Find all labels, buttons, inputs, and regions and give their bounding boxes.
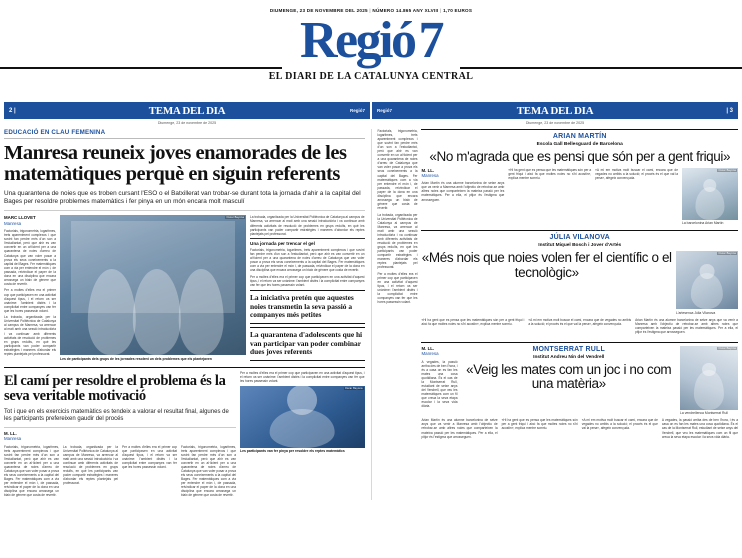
column-4-text xyxy=(250,215,365,235)
interview-2-school: Institut Miquel Bosch i Jover d'Artés xyxy=(538,243,622,249)
page-gutter xyxy=(371,129,372,500)
iv3-byline-city: Manresa xyxy=(421,351,439,357)
p3-co-p3: Per a moltes d'elles era el primer cop que participaven en una activitat d'aquest tipus, i el retorn va ser unànime: l'ambient distès i la complicitat entre companyes van fer que les hores passessin volant. xyxy=(377,271,418,305)
iv3-col-4 xyxy=(662,418,738,441)
iv3-byline-name: M. LL. xyxy=(421,345,435,351)
main-photo-caption xyxy=(60,355,246,361)
iv2-p3: Arian Martín és una alumne barcelonina de setze anys que va venir a Manresa amb l'objectiu de retrobar-se amb altres noies que comparteixen la mateixa passió per les matemàtiques. Per a ella, el pitjor és l'estigma que arrosseguen. xyxy=(635,317,738,335)
iv1-p2: «Hi ha gent que es pensa que les matemàtiques són per a gent friqui i això fa que moltes noies no s'hi acostin», explica mentre somriu. xyxy=(508,167,592,180)
photo-credit: Oscar Bayona xyxy=(226,216,244,220)
b-p3: Per a moltes d'elles era el primer cop que participaven en una activitat d'aquest tipus, i el retorn va ser unànime: l'ambient distès i la complicitat entre companyes van fer que les hores passessin volant. xyxy=(122,444,177,470)
iv3-p0: A vegades, la passió arriba des de ben l'hora, i és a casa on es fan les mates una cosa quotidiana. És el cas de la Montserrat Rull, estudiant de setze anys del Vendrell, que veu les matemàtiques com un fil que creua la seva etapa escolar i la seva vida diària. xyxy=(421,359,458,409)
secondary-byline-city: Manresa xyxy=(4,436,22,442)
year-label: ANY xyxy=(412,8,424,13)
iv1-byline xyxy=(421,168,504,179)
p3-co-p2: La trobada, organitzada per la Universitat Politècnica de Catalunya al campus de Manresa, va arrencar al matí amb una sessió introductòria i va continuar amb diferents activitats de resolució de problemes en grups reduïts, en què les participants van poder compartir estratègies i maneres d'abordar els reptes plantejats pel professorat. xyxy=(377,212,418,270)
interview-2-row xyxy=(421,251,738,315)
interview-1 xyxy=(421,129,738,225)
masthead-rule-right xyxy=(460,67,742,69)
page-number-left: 2 | xyxy=(9,107,16,114)
crosshead: Una jornada per trencar el gel xyxy=(250,238,365,246)
iv1-p3: «A mi em motiva molt buscar el camí, encara que de vegades no arribis a la solució; el procés és el que val la pena», afegeix convençuda. xyxy=(595,167,678,180)
lead-paragraph-2: Per a moltes d'elles era el primer cop que participaven en una activitat d'aquest tipus, i el retorn va ser unànime: l'ambient distès i la complicitat entre companyes van fer que les hores passessin volant. xyxy=(4,288,56,313)
interview-1-quote: «No m'agrada que es pensi que són per a gent friqui» xyxy=(429,149,731,164)
bottom-story-main xyxy=(4,371,236,500)
interview-1-photo xyxy=(682,168,738,220)
tagline: EL DIARI DE LA CATALUNYA CENTRAL xyxy=(0,71,742,82)
bottom-photo-caption-text: Les participants van fer pinya per resoldre els reptes matemàtics xyxy=(240,449,345,454)
iv1-p1: Arian Martín és una alumne barcelonina de setze anys que va venir a Manresa amb l'objectiu de retrobar-se amb altres noies que comparteixen la mateixa passió per les matemàtiques. Per a ella, el pitjor és l'estigma que arrosseguen. xyxy=(421,181,505,202)
secondary-byline-name: M. LL. xyxy=(4,431,17,436)
column-lead xyxy=(4,215,56,363)
bottom-side-text xyxy=(240,371,365,383)
b-p1: Factorials, trigonometria, logaritmes, trets aparentment complexos i que sovint fan perdre més d'un son a l'estudiantat, però que ahir es van convertir en un al·licient per a una quarantena de noies d'arreu de Catalunya que van voler posar a prova els seus coneixements a la capital del Bages. Fer matemàtiques com a via per entendre el món i, de passada, reivindicar el paper de la dona en una disciplina que encara arrossega un biaix de gènere que costa de revertir. xyxy=(4,444,59,498)
lead-paragraph: Factorials, trigonometria, logaritmes, trets aparentment complexos i que sovint fan perdre més d'un son a l'estudiantat, però que ahir es van convertir en un al·licient per a una quarantena de noies d'arreu de Catalunya que van voler posar a prova els seus coneixements a la capital del Bages. Fer matemàtiques com a via per entendre el món i, de passada, reivindicar el paper de la dona en una disciplina que encara arrossega un biaix de gènere que costa de revertir. xyxy=(4,229,56,286)
iv1-photo-block xyxy=(682,168,738,226)
iv1-photo-credit: Oscar Bayona xyxy=(718,168,736,172)
section-brand-left: Regió7 xyxy=(349,108,365,113)
interview-3-body xyxy=(421,418,738,441)
p3-co-p1: Factorials, trigonometria, logaritmes, trets aparentment complexos i que sovint fan perdre més d'un son a l'estudiantat, però que ahir es van convertir en un al·licient per a una quarantena de noies d'arreu de Catalunya que van voler posar a prova els seus coneixements a la capital del Bages. Fer matemàtiques com a via per entendre el món i, de passada, reivindicar el paper de la dona en una disciplina que encara arrossega un biaix de gènere que costa de revertir. xyxy=(377,129,418,210)
byline-city: Manresa xyxy=(4,220,22,226)
section-brand-right: Regió7 xyxy=(377,108,393,113)
interview-3-photo xyxy=(680,346,738,410)
iv3-p1: Arian Martín és una alumne barcelonina de setze anys que va venir a Manresa amb l'objectiu de retrobar-se amb altres noies que comparteixen la mateixa passió per les matemàtiques. Per a ella, el pitjor és l'estigma que arrosseguen. xyxy=(421,418,498,439)
logo-seven: 7 xyxy=(418,12,443,69)
section-title-right: TEMA DEL DIA xyxy=(516,104,594,117)
iv3-col-1 xyxy=(421,418,497,441)
bottom-photo-caption xyxy=(240,448,365,454)
iv3-byline-col xyxy=(421,346,457,416)
p3-interviews xyxy=(421,129,738,446)
interview-1-name: ARIAN MARTÍN xyxy=(552,133,607,140)
iv3-p3: «A mi em motiva molt buscar el camí, encara que de vegades no arribis a la solució; el procés és el que val la pena», afegeix convençuda. xyxy=(581,418,658,431)
interview-1-row xyxy=(421,150,738,165)
byline-name: MARC LLOVET xyxy=(4,215,36,221)
column-4-text-2 xyxy=(250,248,365,287)
iv1-photo-person xyxy=(695,187,724,219)
lead-paragraph-3: La trobada, organitzada per la Universitat Politècnica de Catalunya al campus de Manresa, va arrencar al matí amb una sessió introductòria i va continuar amb diferents activitats de resolució de problemes en grups reduïts, en què les participants van poder compartir estratègies i maneres d'abordar els reptes plantejats pel professorat. xyxy=(4,315,56,356)
top-block xyxy=(4,215,365,363)
p3-col-carryover xyxy=(377,129,417,446)
interview-3-quote: «Veig les mates com un joc i no com una matèria» xyxy=(466,361,672,392)
bottom-photo xyxy=(240,386,365,448)
interview-2 xyxy=(421,230,738,336)
bottom-columns xyxy=(4,445,236,500)
bottom-photo-person xyxy=(270,409,335,447)
separator-2: | xyxy=(440,8,442,13)
interview-2-photo xyxy=(676,251,738,309)
main-photo xyxy=(60,215,246,355)
iv3-photo-credit: Oscar Bayona xyxy=(718,346,736,350)
page-number-right: | 3 xyxy=(726,107,733,114)
interview-1-photo-caption: La barcelonina Arian Martín xyxy=(681,221,724,225)
logo-wordmark: Regió xyxy=(299,12,415,69)
iv2-col-3 xyxy=(635,318,738,337)
iv2-p1: «Hi ha gent que es pensa que les matemàtiques són per a gent friqui i això fa que moltes noies no s'hi acostin», explica mentre somriu. xyxy=(421,317,525,326)
bottom-col-3 xyxy=(122,445,177,500)
pull-quote-1: La iniciativa pretén que aquestes noies transmetin la seva passió a companyes més petites xyxy=(250,290,365,324)
iv2-col-2 xyxy=(528,318,631,337)
main-headline: Manresa reuneix joves enamorades de les matemàtiques perquè en siguin referents xyxy=(4,142,347,185)
iv3-p4: A vegades, la passió arriba des de ben l'hora, i és a casa on es fan les mates una cosa quotidiana. És el cas de la Montserrat Rull, estudiant de setze anys del Vendrell, que veu les matemàtiques com un fil que creua la seva etapa escolar i la seva vida diària. xyxy=(661,418,738,439)
publication-date: DIUMENGE, 23 DE NOVEMBRE DEL 2025 xyxy=(269,8,368,13)
c4-p2: Factorials, trigonometria, logaritmes, trets aparentment complexos i que sovint fan perdre més d'un son a l'estudiantat, però que ahir es van convertir en un al·licient per a una quarantena de noies d'arreu de Catalunya que van voler posar a prova els seus coneixements a la capital del Bages. Fer matemàtiques com a via per entendre el món i, de passada, reivindicar el paper de la dona en una disciplina que encara arrossega un biaix de gènere que costa de revertir. xyxy=(250,248,365,273)
interview-2-quote-wrap xyxy=(421,251,672,280)
c4-p3: Per a moltes d'elles era el primer cop que participaven en una activitat d'aquest tipus, i el retorn va ser unànime: l'ambient distès i la complicitat entre companyes van fer que les hores passessin volant. xyxy=(250,275,365,288)
year-number: XLVIII xyxy=(424,8,439,13)
dateline-left: Diumenge, 23 de novembre de 2025 xyxy=(157,121,217,125)
interview-3-school: Institut Andreu Nin del Vendrell xyxy=(533,354,605,360)
p3-carryover-text xyxy=(377,129,417,304)
pull-quote-2: La quarantena d'adolescents que hi van participar van poder combinar dues joves referents xyxy=(250,327,365,361)
section-bars xyxy=(0,102,742,119)
interview-1-body xyxy=(421,168,738,226)
iv1-col-2 xyxy=(508,168,591,226)
spread xyxy=(0,125,742,500)
lead-text xyxy=(4,229,56,356)
byline xyxy=(4,215,56,226)
column-pullquotes xyxy=(250,215,365,363)
page-3 xyxy=(377,129,738,500)
story-kicker: EDUCACIÓ EN CLAU FEMENINA xyxy=(4,129,365,139)
c4-p1: La trobada, organitzada per la Universitat Politècnica de Catalunya al campus de Manresa, va arrencar al matí amb una sessió introductòria i va continuar amb diferents activitats de resolució de problemes en grups reduïts, en què les participants van poder compartir estratègies i maneres d'abordar els reptes plantejats pel professorat. xyxy=(250,215,365,236)
bottom-photo-block xyxy=(240,371,365,500)
b-p4: Factorials, trigonometria, logaritmes, trets aparentment complexos i que sovint fan perdre més d'un son a l'estudiantat, però que ahir es van convertir en un al·licient per a una quarantena de noies d'arreu de Catalunya que van voler posar a prova els seus coneixements a la capital del Bages. Fer matemàtiques com a via per entendre el món i, de passada, reivindicar el paper de la dona en una disciplina que encara arrossega un biaix de gènere que costa de revertir. xyxy=(181,444,236,498)
b-p2: La trobada, organitzada per la Universitat Politècnica de Catalunya al campus de Manresa, va arrencar al matí amb una sessió introductòria i va continuar amb diferents activitats de resolució de problemes en grups reduïts, en què les participants van poder compartir estratègies i maneres d'abordar els reptes plantejats pel professorat. xyxy=(63,444,118,486)
iv3-photo-person xyxy=(694,370,724,410)
bottom-col-1 xyxy=(4,445,59,500)
dateline-right: Diumenge, 23 de novembre de 2025 xyxy=(525,121,585,125)
iv3-col-0 xyxy=(421,360,457,409)
iv1-byline-city: Manresa xyxy=(421,172,439,178)
iv3-p2: «Hi ha gent que es pensa que les matemàtiques són per a gent friqui i això fa que moltes noies no s'hi acostin», explica mentre somriu. xyxy=(501,418,578,431)
iv1-byline-name: M. LL. xyxy=(421,167,435,173)
secondary-headline: El camí per resoldre el problema és la seva veritable motivació xyxy=(4,372,226,405)
interview-2-photo-block xyxy=(676,251,738,315)
section-title-left: TEMA DEL DIA xyxy=(148,104,226,117)
main-photo-caption-text: Les de participants dels grups de les jornades resolent un dels problemes que els plantejaven xyxy=(60,356,212,361)
issue-number-label: NÚMERO xyxy=(372,8,395,13)
interview-2-photo-caption: L'artesenca Júlia Vilanova xyxy=(675,310,716,315)
secondary-deck: Tot i que en els exercicis matemàtics es tendeix a valorar el resultat final, algunes de les participants prefereixen gaudir del procés xyxy=(4,409,236,428)
issue-number: 14.865 xyxy=(395,8,412,13)
iv2-p2: «A mi em motiva molt buscar el camí, encara que de vegades no arribis a la solució; el procés és el que val la pena», afegeix convençuda. xyxy=(528,317,632,326)
iv3-col-3 xyxy=(582,418,658,441)
bottom-col-2 xyxy=(63,445,118,500)
interview-1-quote-wrap xyxy=(421,150,738,165)
masthead xyxy=(0,0,742,96)
interview-2-quote: «Més nois que noies volen fer el científic o el tecnològic» xyxy=(421,250,672,280)
interview-3 xyxy=(421,342,738,442)
section-bar-left xyxy=(4,102,370,119)
page-3-columns xyxy=(377,129,738,446)
price: 1,70 EUROS xyxy=(443,8,473,13)
interview-2-body xyxy=(421,318,738,337)
bottom-story xyxy=(4,371,365,500)
logo xyxy=(0,12,742,69)
iv1-col-3 xyxy=(595,168,678,226)
interview-1-school: Escola Gall Bellesguard de Barcelona xyxy=(536,142,623,147)
interview-3-name: MONTSERRAT RULL xyxy=(532,345,605,353)
bottom-photo-credit: Oscar Bayona xyxy=(344,386,363,390)
iv3-photo-block xyxy=(680,346,738,416)
secondary-byline xyxy=(4,431,236,442)
divider-left-mid xyxy=(4,367,365,368)
bs-p1: Per a moltes d'elles era el primer cop que participaven en una activitat d'aquest tipus, i el retorn va ser unànime: l'ambient distès i la complicitat entre companyes van fer que les hores passessin volant. xyxy=(240,370,365,383)
iv3-col-2 xyxy=(502,418,578,441)
iv3-head-col xyxy=(461,346,676,416)
main-photo-block xyxy=(60,215,246,363)
bottom-col-4 xyxy=(181,445,236,500)
interview-3-photo-caption: La vendrellenca Montserrat Rull xyxy=(679,411,728,416)
interview-3-top xyxy=(421,346,738,416)
iv2-photo-person xyxy=(691,273,723,309)
main-deck: Una quarantena de noies que es troben cursant l'ESO o el Batxillerat van trobar-se durant tota la jornada d'ahir a la capital del Bages per resoldre problemes matemàtics i fer pinya en un món encara molt masculí xyxy=(4,190,365,211)
masthead-rule-left xyxy=(0,67,282,69)
iv1-col-1 xyxy=(421,168,504,226)
iv3-byline xyxy=(421,346,457,357)
iv2-col-1 xyxy=(421,318,524,337)
iv2-photo-credit: Oscar Bayona xyxy=(718,252,736,256)
interview-2-name: JÚLIA VILANOVA xyxy=(549,234,610,242)
section-bar-right xyxy=(372,102,738,119)
page-2 xyxy=(4,129,365,500)
separator-1: | xyxy=(369,8,371,13)
